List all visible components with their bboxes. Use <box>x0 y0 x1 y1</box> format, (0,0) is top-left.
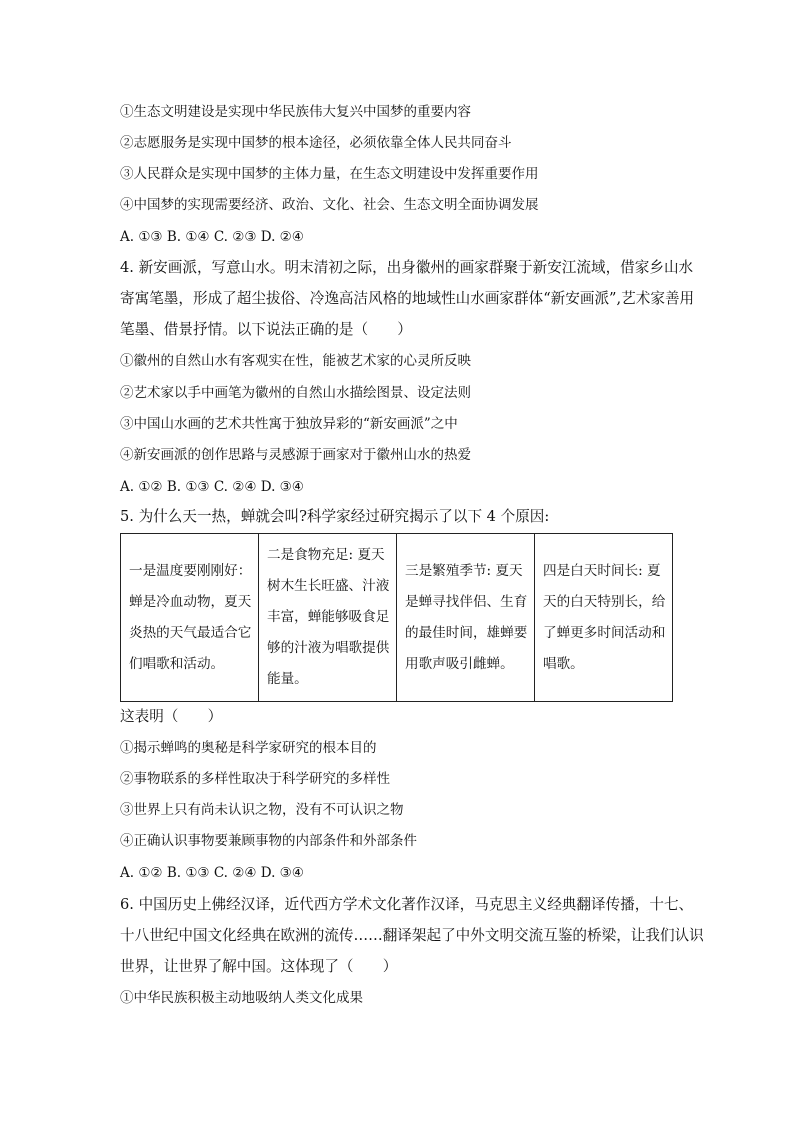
table-row <box>121 534 673 702</box>
q3-option-4: ④中国梦的实现需要经济、政治、文化、社会、生态文明全面协调发展 <box>120 197 539 213</box>
q6-stem-line-3: 世界，让世界了解中国。这体现了（ ） <box>120 958 398 975</box>
q4-option-3: ③中国山水画的艺术共性寓于独放异彩的“新安画派”之中 <box>120 416 458 432</box>
q3-option-3: ③人民群众是实现中国梦的主体力量，在生态文明建设中发挥重要作用 <box>120 166 539 182</box>
table-cell-reason-4: 四是白天时间长: 夏天的白天特别长，给了蝉更多时间活动和唱歌。 <box>535 534 673 702</box>
table-cell-reason-3: 三是繁殖季节: 夏天是蝉寻找伴侣、生育的最佳时间，雄蝉要用歌声吸引雌蝉。 <box>397 534 535 702</box>
q4-option-1: ①徽州的自然山水有客观实在性，能被艺术家的心灵所反映 <box>120 353 471 369</box>
q5-option-3: ③世界上只有尚未认识之物，没有不可认识之物 <box>120 802 404 818</box>
q4-answer-choices: A. ①② B. ①③ C. ②④ D. ③④ <box>120 479 304 495</box>
q3-answer-choices: A. ①③ B. ①④ C. ②③ D. ②④ <box>120 229 304 245</box>
q3-option-1: ①生态文明建设是实现中华民族伟大复兴中国梦的重要内容 <box>120 104 471 120</box>
q6-stem-line-2: 十八世纪中国文化经典在欧洲的流传……翻译架起了中外文明交流互鉴的桥梁，让我们认识 <box>120 927 704 944</box>
q6-option-1: ①中华民族积极主动地吸纳人类文化成果 <box>120 990 363 1006</box>
q5-option-4: ④正确认识事物要兼顾事物的内部条件和外部条件 <box>120 833 417 849</box>
q4-stem-line-1: 4. 新安画派，写意山水。明末清初之际，出身徽州的画家群聚于新安江流域，借家乡山水 <box>120 259 694 276</box>
q5-stem: 5. 为什么天一热，蝉就会叫?科学家经过研究揭示了以下 4 个原因: <box>120 508 550 525</box>
table-cell-reason-2: 二是食物充足: 夏天树木生长旺盛、汁液丰富，蝉能够吸食足够的汁液为唱歌提供能量。 <box>259 534 397 702</box>
q6-stem-line-1: 6. 中国历史上佛经汉译，近代西方学术文化著作汉译，马克思主义经典翻译传播，十七、 <box>120 896 694 913</box>
q5-option-1: ①揭示蝉鸣的奥秘是科学家研究的根本目的 <box>120 740 377 756</box>
q5-answer-choices: A. ①② B. ①③ C. ②④ D. ③④ <box>120 865 304 881</box>
table-cell-reason-1: 一是温度要刚刚好：蝉是冷血动物，夏天炎热的天气最适合它们唱歌和活动。 <box>121 534 259 702</box>
q5-prompt: 这表明（ ） <box>120 708 223 725</box>
q4-stem-line-2: 寄寓笔墨，形成了超尘拔俗、冷逸高洁风格的地域性山水画家群体“新安画派”,艺术家善用 <box>120 290 695 307</box>
q5-reasons-table <box>120 533 673 702</box>
q3-option-2: ②志愿服务是实现中国梦的根本途径，必须依靠全体人民共同奋斗 <box>120 135 512 151</box>
q5-option-2: ②事物联系的多样性取决于科学研究的多样性 <box>120 771 390 787</box>
q4-option-2: ②艺术家以手中画笔为徽州的自然山水描绘图景、设定法则 <box>120 385 471 401</box>
q4-stem-line-3: 笔墨、借景抒情。以下说法正确的是（ ） <box>120 321 412 338</box>
q4-option-4: ④新安画派的创作思路与灵感源于画家对于徽州山水的热爱 <box>120 447 471 463</box>
